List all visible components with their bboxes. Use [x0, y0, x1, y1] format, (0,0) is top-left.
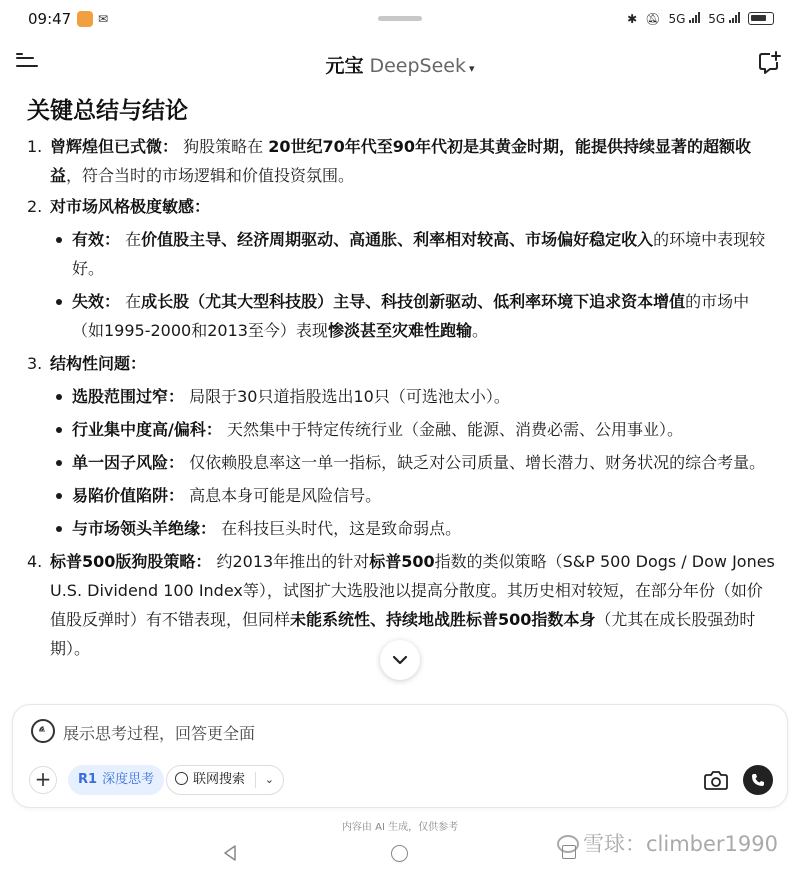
message-input[interactable]: 展示思考过程，回答更全面: [63, 724, 256, 743]
emphasis-text: 20世纪70年代至90年代初是其黄金时期，能提供持续显著的超额收益: [50, 137, 752, 185]
camera-icon[interactable]: [701, 766, 731, 794]
bullet-list: [50, 382, 777, 543]
watermark: [557, 828, 778, 858]
status-bar: [0, 0, 800, 40]
emphasis-text: 曾辉煌但已式微：: [50, 137, 179, 156]
emphasis-text: 标普500: [369, 552, 435, 571]
list-item: [27, 192, 777, 345]
caret-down-icon: ▾: [469, 62, 475, 75]
emphasis-text: 与市场领头羊绝缘：: [72, 519, 217, 538]
emphasis-text: 结构性问题：: [50, 354, 147, 373]
bullet-list: [50, 225, 777, 345]
body-text: （尤其在成长股强劲时期）。: [50, 610, 756, 658]
body-text: 的环境中表现较好。: [72, 230, 766, 278]
ai-disclaimer: 内容由 AI 生成，仅供参考: [341, 822, 459, 833]
model-name: DeepSeek: [369, 55, 466, 77]
body-text: 。: [471, 321, 488, 340]
chevron-down-icon[interactable]: ⌄: [264, 773, 274, 786]
web-search-toggle[interactable]: [166, 765, 284, 795]
web-search-label: 联网搜索: [193, 772, 246, 787]
battery-icon: [748, 12, 774, 25]
emphasis-text: 有效：: [72, 230, 121, 249]
emphasis-text: 易陷价值陷阱：: [72, 486, 185, 505]
notification-app-icon: [77, 11, 93, 27]
bullet-item: [50, 415, 777, 444]
chevron-down-icon: [392, 655, 408, 665]
item-text: [50, 132, 777, 190]
scroll-down-button[interactable]: [380, 640, 420, 680]
body-text: 约2013年推出的针对: [211, 552, 370, 571]
bullet-item: [50, 514, 777, 543]
item-text: [50, 192, 777, 221]
item-number: 3.: [27, 354, 43, 373]
list-item: [27, 349, 777, 543]
emphasis-text: 选股范围过窄：: [72, 387, 185, 406]
item-number: 4.: [27, 552, 43, 571]
emphasis-text: 成长股（尤其大型科技股）主导、科技创新驱动、低利率环境下追求资本增值: [141, 292, 686, 311]
bullet-item: [50, 225, 777, 283]
voice-call-button[interactable]: [743, 765, 773, 795]
section-heading: 关键总结与结论: [27, 98, 188, 124]
emphasis-text: 标普500版狗股策略：: [50, 552, 212, 571]
item-text: [50, 349, 777, 378]
deep-think-label: 深度思考: [102, 772, 155, 787]
signal-bars-2-icon: [729, 11, 740, 23]
body-text: 高息本身可能是风险信号。: [184, 486, 382, 505]
home-icon[interactable]: [391, 845, 408, 862]
composer: [12, 704, 788, 808]
divider: [255, 772, 256, 788]
watermark-text: 雪球：climber1990: [583, 832, 778, 856]
network-type-label: 5G: [668, 12, 686, 26]
add-attachment-button[interactable]: +: [29, 766, 57, 794]
bullet-item: [50, 481, 777, 510]
drag-handle[interactable]: [378, 16, 422, 21]
bullet-item: [50, 287, 777, 345]
app-bar: [0, 40, 800, 88]
body-text: 仅依赖股息率这一单一指标，缺乏对公司质量、增长潜力、财务状况的综合考量。: [184, 453, 766, 472]
emphasis-text: 单一因子风险：: [72, 453, 185, 472]
signal-2: [708, 11, 740, 26]
deep-think-toggle[interactable]: [68, 765, 164, 795]
summary-list: [27, 132, 777, 665]
status-icons: [627, 11, 774, 26]
network-type-label-2: 5G: [708, 12, 726, 26]
body-text: 在: [120, 292, 142, 311]
emphasis-text: 失效：: [72, 292, 121, 311]
body-text: 指数的类似策略（S&P 500 Dogs / Dow Jones U.S. Dividend 100 Index等），试图扩大选股池以提高分散度。其历史相对较短，在部分年份（如价值股反弹时）有不错表现，但同样: [50, 552, 775, 629]
emphasis-text: 未能系统性、持续地战胜标普500指数本身: [290, 610, 596, 629]
item-number: 1.: [27, 137, 43, 156]
signal-bars-icon: [689, 11, 700, 23]
mute-icon: 🔕︎: [645, 11, 661, 26]
model-selector[interactable]: [0, 51, 800, 78]
item-number: 2.: [27, 197, 43, 216]
emphasis-text: 惨淡甚至灾难性跑输: [327, 321, 472, 340]
emphasis-text: 对市场风格极度敏感：: [50, 197, 211, 216]
body-text: 的市场中（如1995-2000和2013至今）表现: [72, 292, 750, 340]
body-text: 局限于30只道指股选出10只（可选池太小）。: [184, 387, 510, 406]
status-time: 09:47: [28, 10, 72, 28]
globe-icon: [175, 772, 188, 785]
voice-input-icon[interactable]: [31, 719, 55, 743]
body-text: 狗股策略在: [178, 137, 269, 156]
body-text: 在科技巨头时代，这是致命弱点。: [216, 519, 462, 538]
app-name: 元宝: [325, 55, 364, 77]
bluetooth-icon: ✱: [627, 11, 638, 26]
emphasis-text: 行业集中度高/偏科：: [72, 420, 222, 439]
chat-message: [0, 88, 800, 700]
list-item: [27, 132, 777, 190]
body-text: 天然集中于特定传统行业（金融、能源、消费必需、公用事业）。: [221, 420, 683, 439]
back-icon[interactable]: [222, 844, 238, 862]
body-text: 在: [120, 230, 142, 249]
notification-message-icon: ✉: [98, 12, 109, 26]
r1-label: R1: [78, 772, 98, 787]
emphasis-text: 价值股主导、经济周期驱动、高通胀、利率相对较高、市场偏好稳定收入: [141, 230, 654, 249]
bullet-item: [50, 448, 777, 477]
signal-1: [668, 11, 700, 26]
xueqiu-logo-icon: [557, 835, 579, 853]
phone-icon: [751, 773, 765, 787]
bullet-item: [50, 382, 777, 411]
body-text: ，符合当时的市场逻辑和价值投资氛围。: [66, 166, 355, 185]
new-chat-icon[interactable]: [756, 50, 782, 76]
